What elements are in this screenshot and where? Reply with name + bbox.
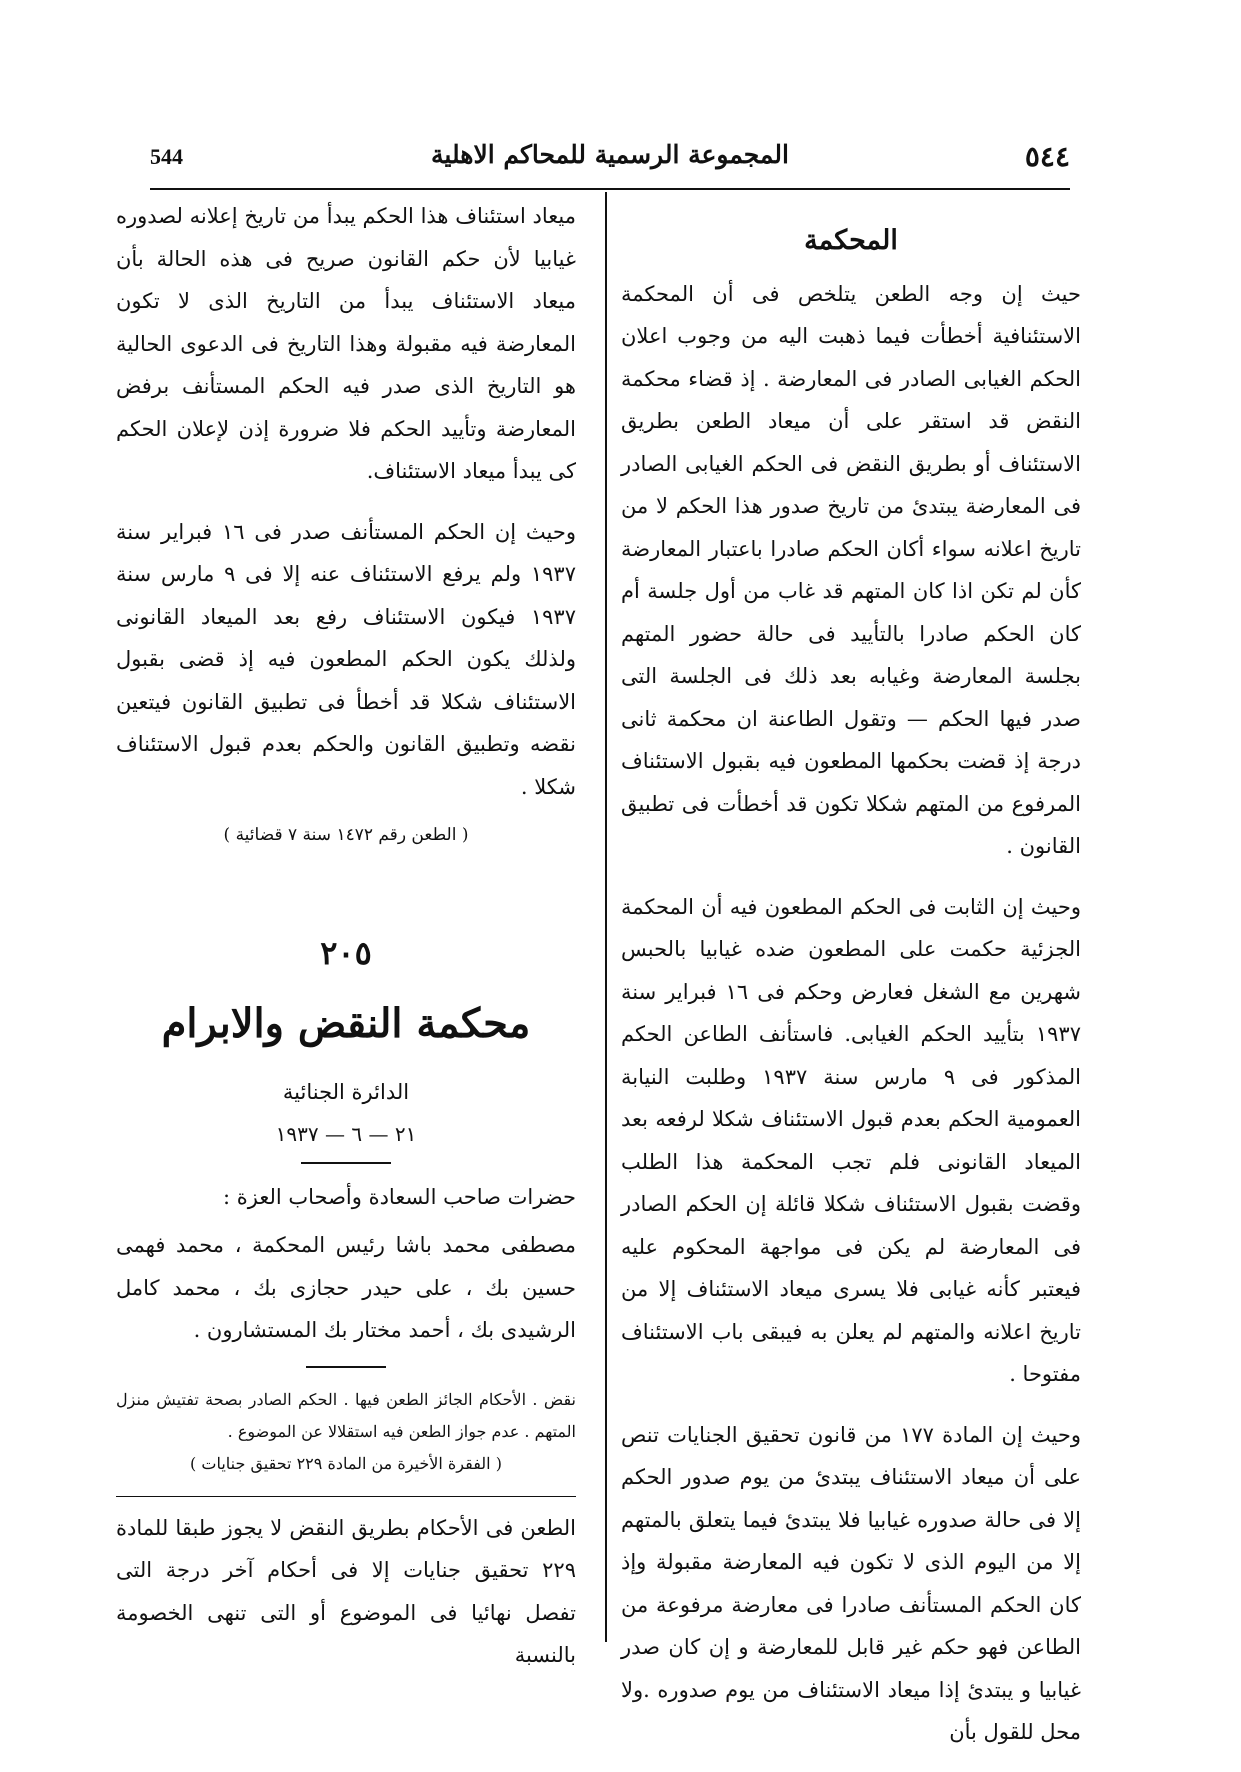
- column-divider: [605, 192, 607, 1642]
- paragraph: وحيث إن الحكم المستأنف صدر فى ١٦ فبراير سنة ١٩٣٧ ولم يرفع الاستئناف عنه إلا فى ٩ مارس سنة ١٩٣٧ فيكون الاستئناف رفع بعد الميعاد القانونى ولذلك يكون الحكم المطعون فيه إذ قضى بقبول الاستئناف شكلا قد أخطأ فى تطبيق القانون فيتعين نقضه وتطبيق القانون والحكم بعدم قبول الاستئناف شكلا .: [116, 519, 576, 799]
- running-title: المجموعة الرسمية للمحاكم الاهلية: [431, 140, 789, 169]
- session-date: ٢١ — ٦ — ١٩٣٧: [275, 1122, 417, 1146]
- page-number-latin: 544: [150, 144, 183, 169]
- summary-bottom-rule: [116, 1496, 576, 1497]
- judges-list: مصطفى محمد باشا رئيس المحكمة ، محمد فهمى حسين بك ، على حيدر حجازى بك ، محمد كامل الرشيدى بك ، أحمد مختار بك المستشارون .: [116, 1233, 576, 1342]
- section-heading: المحكمة: [804, 225, 898, 256]
- summary-rule: [306, 1366, 386, 1368]
- page-header: [150, 138, 1070, 184]
- summary-reference: ( الفقرة الأخيرة من المادة ٢٢٩ تحقيق جنايات ): [190, 1453, 502, 1473]
- court-title: محكمة النقض والابرام: [161, 999, 531, 1047]
- chamber-name: الدائرة الجنائية: [282, 1079, 410, 1104]
- page-number-arabic: ٥٤٤: [1024, 140, 1070, 173]
- paragraph: حيث إن وجه الطعن يتلخص فى أن المحكمة الاستئنافية أخطأت فيما ذهبت اليه من وجوب اعلان الحكم الغيابى الصادر فى المعارضة . إذ قضاء محكمة النقض قد استقر على أن ميعاد الطعن بطريق الاستئناف أو بطريق النقض فى الحكم الغيابى الصادر فى المعارضة يبتدئ من تاريخ صدور هذا الحكم لا من تاريخ اعلانه سواء أكان الحكم صادرا باعتبار المعارضة كأن لم تكن اذا كان المتهم قد غاب من أول جلسة أم كان الحكم صادرا بالتأييد فى حالة حضور المتهم بجلسة المعارضة وغيابه بعد ذلك فى الجلسة التى صدر فيها الحكم — وتقول الطاعنة ان محكمة ثانى درجة إذ قضت بحكمها المطعون فيه بقبول الاستئناف المرفوع من المتهم شكلا تكون قد أخطأت فى تطبيق القانون .: [621, 281, 1081, 858]
- paragraph: ميعاد استئناف هذا الحكم يبدأ من تاريخ إعلانه لصدوره غيابيا لأن حكم القانون صريح فى هذه الحالة بأن ميعاد الاستئناف يبدأ من التاريخ الذى لا تكون المعارضة فيه مقبولة وهذا التاريخ فى الدعوى الحالية هو التاريخ الذى صدر فيه الحكم المستأنف برفض المعارضة وتأييد الحكم فلا ضرورة إذن لإعلان الحكم كى يبدأ ميعاد الاستئناف.: [116, 204, 576, 483]
- date-rule: [301, 1162, 391, 1164]
- header-rule: [150, 188, 1070, 190]
- paragraph: وحيث إن الثابت فى الحكم المطعون فيه أن المحكمة الجزئية حكمت على المطعون ضده غيابيا بالحبس شهرين مع الشغل فعارض وحكم فى ١٦ فبراير سنة ١٩٣٧ بتأييد الحكم الغيابى. فاستأنف الطاعن الحكم المذكور فى ٩ مارس سنة ١٩٣٧ وطلبت النيابة العمومية الحكم بعدم قبول الاستئناف شكلا لرفعه بعد الميعاد القانونى فلم تجب المحكمة هذا الطلب وقضت بقبول الاستئناف شكلا قائلة إن الحكم الصادر فى المعارضة لم يكن فى مواجهة المحكوم عليه فيعتبر كأنه غيابى فلا يسرى ميعاد الاستئناف إلا من تاريخ اعلانه والمتهم لم يعلن به فيبقى باب الاستئناف مفتوحا .: [621, 894, 1081, 1386]
- left-column: [116, 195, 576, 1677]
- right-column: [621, 220, 1081, 1754]
- case-summary: نقض . الأحكام الجائز الطعن فيها . الحكم الصادر بصحة تفتيش منزل المتهم . عدم جواز الطعن فيه استقلالا عن الموضوع .: [116, 1389, 576, 1441]
- case-citation: ( الطعن رقم ١٤٧٢ سنة ٧ قضائية ): [223, 825, 469, 845]
- judges-intro: حضرات صاحب السعادة وأصحاب العزة :: [222, 1184, 576, 1209]
- case-number: ٢٠٥: [320, 933, 372, 972]
- paragraph: وحيث إن المادة ١٧٧ من قانون تحقيق الجنايات تنص على أن ميعاد الاستئناف يبتدئ من يوم صدور الحكم إلا فى حالة صدوره غيابيا فلا يبتدئ فيما يتعلق بالمتهم إلا من اليوم الذى لا تكون فيه المعارضة مقبولة وإذ كان الحكم المستأنف صادرا فى معارضة مرفوعة من الطاعن فهو حكم غير قابل للمعارضة و إن كان صدر غيابيا و يبتدئ إذا ميعاد الاستئناف من يوم صدوره .ولا محل للقول بأن: [621, 1422, 1081, 1744]
- paragraph: الطعن فى الأحكام بطريق النقض لا يجوز طبقا للمادة ٢٢٩ تحقيق جنايات إلا فى أحكام آخر درجة التى تفصل نهائيا فى الموضوع أو التى تنهى الخصومة بالنسبة: [116, 1515, 576, 1667]
